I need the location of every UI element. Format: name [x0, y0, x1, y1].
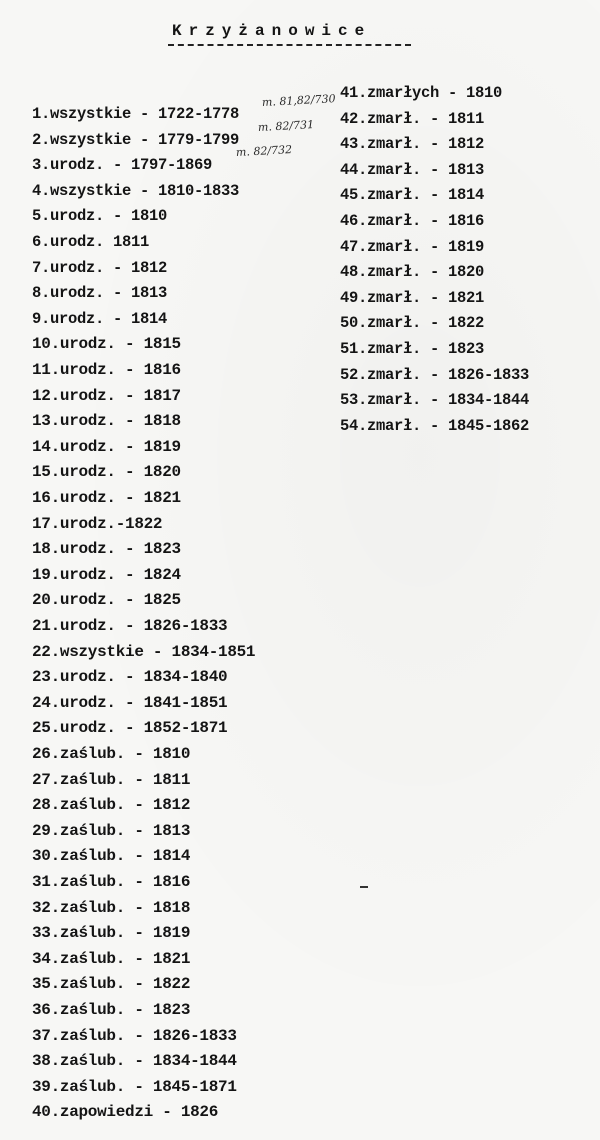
document-title: Krzyżanowice	[172, 22, 372, 40]
list-item: 42.zmarł. - 1811	[340, 110, 485, 128]
list-item: 6.urodz. 1811	[32, 233, 150, 251]
list-item: 31.zaślub. - 1816	[32, 873, 191, 891]
list-item: 15.urodz. - 1820	[32, 463, 181, 481]
list-item: 7.urodz. - 1812	[32, 259, 168, 277]
list-item: 11.urodz. - 1816	[32, 361, 181, 379]
list-item: 38.zaślub. - 1834-1844	[32, 1052, 237, 1070]
list-item: 45.zmarł. - 1814	[340, 186, 485, 204]
list-item: 52.zmarł. - 1826-1833	[340, 366, 530, 384]
list-item: 16.urodz. - 1821	[32, 489, 181, 507]
list-item: 28.zaślub. - 1812	[32, 796, 191, 814]
list-item: 41.zmarłych - 1810	[340, 84, 503, 102]
list-item: 4.wszystkie - 1810-1833	[32, 182, 240, 200]
handwritten-note: m. 82/731	[257, 118, 315, 134]
list-item: 13.urodz. - 1818	[32, 412, 181, 430]
list-item: 19.urodz. - 1824	[32, 566, 181, 584]
list-item: 54.zmarł. - 1845-1862	[340, 417, 530, 435]
title-underline	[168, 44, 411, 46]
handwritten-note: m. 82/732	[235, 143, 293, 159]
list-item: 1.wszystkie - 1722-1778	[32, 105, 240, 123]
list-item: 12.urodz. - 1817	[32, 387, 181, 405]
list-item: 47.zmarł. - 1819	[340, 238, 485, 256]
list-item: 50.zmarł. - 1822	[340, 314, 485, 332]
list-item: 33.zaślub. - 1819	[32, 924, 191, 942]
handwritten-note: m. 81,82/730	[261, 92, 336, 109]
list-item: 14.urodz. - 1819	[32, 438, 181, 456]
list-item: 43.zmarł. - 1812	[340, 135, 485, 153]
list-item: 40.zapowiedzi - 1826	[32, 1103, 219, 1121]
list-item: 9.urodz. - 1814	[32, 310, 168, 328]
list-item: 25.urodz. - 1852-1871	[32, 719, 228, 737]
list-item: 36.zaślub. - 1823	[32, 1001, 191, 1019]
list-item: 35.zaślub. - 1822	[32, 975, 191, 993]
list-item: 10.urodz. - 1815	[32, 335, 181, 353]
list-item: 5.urodz. - 1810	[32, 207, 168, 225]
list-item: 29.zaślub. - 1813	[32, 822, 191, 840]
list-item: 2.wszystkie - 1779-1799	[32, 131, 240, 149]
list-item: 46.zmarł. - 1816	[340, 212, 485, 230]
ink-speck	[360, 886, 368, 888]
list-item: 21.urodz. - 1826-1833	[32, 617, 228, 635]
list-item: 48.zmarł. - 1820	[340, 263, 485, 281]
list-item: 20.urodz. - 1825	[32, 591, 181, 609]
list-item: 8.urodz. - 1813	[32, 284, 168, 302]
list-item: 39.zaślub. - 1845-1871	[32, 1078, 237, 1096]
list-item: 27.zaślub. - 1811	[32, 771, 191, 789]
list-item: 30.zaślub. - 1814	[32, 847, 191, 865]
list-item: 22.wszystkie - 1834-1851	[32, 643, 256, 661]
list-item: 37.zaślub. - 1826-1833	[32, 1027, 237, 1045]
list-item: 51.zmarł. - 1823	[340, 340, 485, 358]
list-item: 18.urodz. - 1823	[32, 540, 181, 558]
list-item: 34.zaślub. - 1821	[32, 950, 191, 968]
list-item: 44.zmarł. - 1813	[340, 161, 485, 179]
list-item: 26.zaślub. - 1810	[32, 745, 191, 763]
list-item: 49.zmarł. - 1821	[340, 289, 485, 307]
list-item: 53.zmarł. - 1834-1844	[340, 391, 530, 409]
list-item: 3.urodz. - 1797-1869	[32, 156, 213, 174]
list-item: 23.urodz. - 1834-1840	[32, 668, 228, 686]
list-item: 24.urodz. - 1841-1851	[32, 694, 228, 712]
list-item: 32.zaślub. - 1818	[32, 899, 191, 917]
list-item: 17.urodz.-1822	[32, 515, 163, 533]
